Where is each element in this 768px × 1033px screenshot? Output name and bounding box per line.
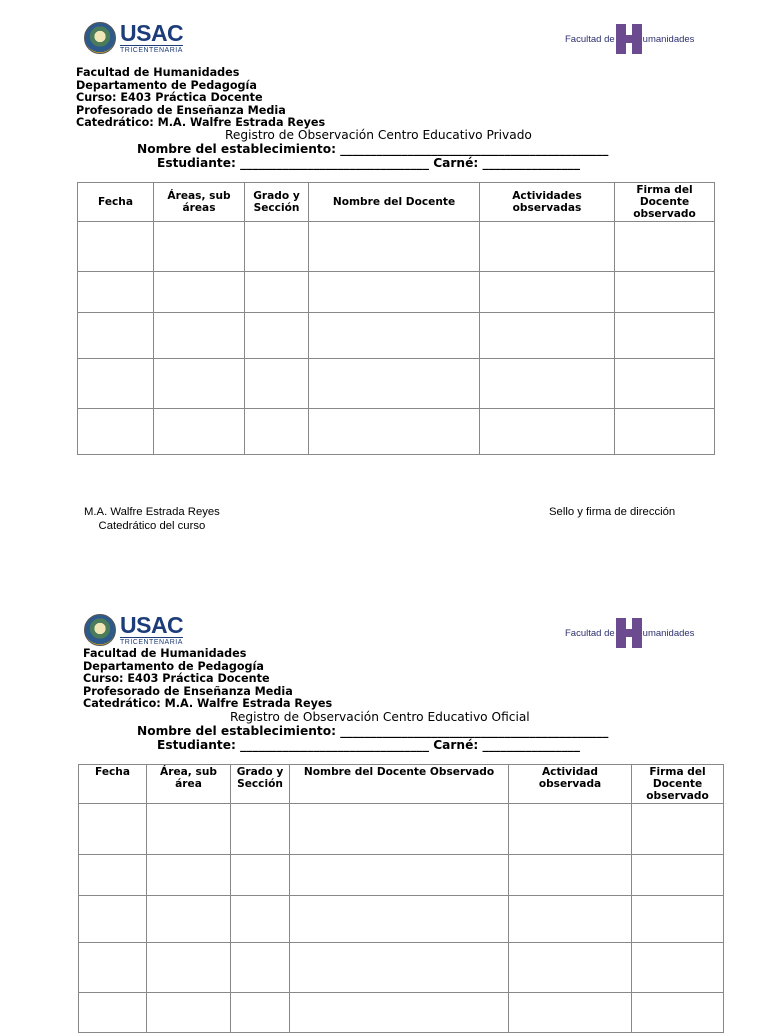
signature-role: Catedrático del curso [98,520,206,532]
table-cell[interactable] [79,855,147,896]
column-header: Grado y Sección [245,183,309,222]
column-header: Actividad observada [509,765,632,804]
form-title: Registro de Observación Centro Educativo Oficial [230,710,530,724]
humanidades-h-icon [616,24,642,54]
table-cell[interactable] [245,359,309,409]
table-cell[interactable] [154,359,245,409]
table-cell[interactable] [309,222,480,272]
header-info [76,67,325,130]
column-header: Fecha [79,765,147,804]
usac-logo [84,22,183,54]
table-cell[interactable] [290,855,509,896]
table-cell[interactable] [309,313,480,359]
table-cell[interactable] [79,943,147,993]
table-cell[interactable] [154,272,245,313]
table-cell[interactable] [79,804,147,855]
faculty-logo-suffix: umanidades [642,627,695,639]
program-name: Profesorado de Enseñanza Media [83,684,293,698]
table-cell[interactable] [245,272,309,313]
faculty-logo-prefix: Facultad de [565,627,615,639]
table-cell[interactable] [231,943,290,993]
table-cell[interactable] [615,359,715,409]
humanidades-logo [565,618,694,648]
column-header: Actividades observadas [480,183,615,222]
table-cell[interactable] [147,896,231,943]
usac-seal-icon [84,22,116,54]
form-title: Registro de Observación Centro Educativo Privado [225,128,532,142]
direction-signature: Sello y firma de dirección [549,506,676,518]
table-cell[interactable] [615,409,715,455]
column-header: Área, sub área [147,765,231,804]
table-row [78,272,715,313]
table-cell[interactable] [78,409,154,455]
department-name: Departamento de Pedagogía [83,659,264,673]
table-cell[interactable] [245,222,309,272]
table-row [79,855,724,896]
table-cell[interactable] [78,313,154,359]
program-name: Profesorado de Enseñanza Media [76,103,286,117]
table-cell[interactable] [231,855,290,896]
table-cell[interactable] [632,943,724,993]
observation-table [78,764,724,1033]
table-cell[interactable] [79,896,147,943]
table-row [78,409,715,455]
table-cell[interactable] [480,222,615,272]
humanidades-logo [565,24,694,54]
table-cell[interactable] [615,313,715,359]
table-cell[interactable] [231,993,290,1033]
table-cell[interactable] [231,804,290,855]
table-row [78,313,715,359]
table-cell[interactable] [78,272,154,313]
table-cell[interactable] [509,993,632,1033]
table-cell[interactable] [290,993,509,1033]
column-header: Grado y Sección [231,765,290,804]
table-row [79,943,724,993]
table-cell[interactable] [509,855,632,896]
table-cell[interactable] [480,272,615,313]
table-cell[interactable] [632,896,724,943]
table-header-row [78,183,715,222]
column-header: Nombre del Docente Observado [290,765,509,804]
table-cell[interactable] [290,896,509,943]
table-cell[interactable] [231,896,290,943]
table-cell[interactable] [309,359,480,409]
table-row [79,804,724,855]
table-cell[interactable] [632,804,724,855]
table-cell[interactable] [147,804,231,855]
student-line: Estudiante: _______________________________ Carné: ________________ [157,156,580,170]
faculty-logo-suffix: umanidades [642,33,695,45]
table-cell[interactable] [78,222,154,272]
usac-seal-icon [84,614,116,646]
table-cell[interactable] [78,359,154,409]
course-name: Curso: E403 Práctica Docente [76,91,263,104]
table-row [78,359,715,409]
faculty-logo-prefix: Facultad de [565,33,615,45]
table-cell[interactable] [147,993,231,1033]
table-cell[interactable] [79,993,147,1033]
table-cell[interactable] [309,272,480,313]
table-cell[interactable] [245,313,309,359]
table-cell[interactable] [154,222,245,272]
course-name: Curso: E403 Práctica Docente [83,672,270,685]
table-cell[interactable] [309,409,480,455]
signature-name: M.A. Walfre Estrada Reyes [84,506,220,518]
table-cell[interactable] [147,855,231,896]
table-header-row [79,765,724,804]
department-name: Departamento de Pedagogía [76,78,257,92]
usac-logo [84,614,183,646]
column-header: Firma del Docente observado [615,183,715,222]
table-cell[interactable] [480,359,615,409]
column-header: Nombre del Docente [309,183,480,222]
table-row [79,993,724,1033]
usac-logo-subtitle: TRICENTENARIA [120,47,183,54]
table-row [79,896,724,943]
table-cell[interactable] [154,313,245,359]
table-cell[interactable] [615,272,715,313]
table-cell[interactable] [632,993,724,1033]
table-cell[interactable] [154,409,245,455]
establishment-line: Nombre del establecimiento: ____________________________________________ [137,142,609,156]
table-cell[interactable] [509,896,632,943]
table-cell[interactable] [480,409,615,455]
usac-logo-word: USAC [120,20,184,46]
professor-signature [84,505,220,533]
table-cell[interactable] [480,313,615,359]
column-header: Firma del Docente observado [632,765,724,804]
column-header: Fecha [78,183,154,222]
usac-logo-subtitle: TRICENTENARIA [120,639,183,646]
usac-logo-word: USAC [120,612,184,638]
table-cell[interactable] [632,855,724,896]
faculty-name: Facultad de Humanidades [76,66,240,79]
column-header: Áreas, sub áreas [154,183,245,222]
observation-table [77,182,715,455]
faculty-name: Facultad de Humanidades [83,647,247,660]
humanidades-h-icon [616,618,642,648]
table-row [78,222,715,272]
table-cell[interactable] [147,943,231,993]
table-cell[interactable] [290,804,509,855]
header-info [83,648,332,711]
student-line: Estudiante: _______________________________ Carné: ________________ [157,738,580,752]
professor-name: Catedrático: M.A. Walfre Estrada Reyes [83,697,333,710]
table-cell[interactable] [509,943,632,993]
table-cell[interactable] [290,943,509,993]
table-cell[interactable] [509,804,632,855]
professor-name: Catedrático: M.A. Walfre Estrada Reyes [76,116,326,129]
table-cell[interactable] [245,409,309,455]
establishment-line: Nombre del establecimiento: ____________________________________________ [137,724,609,738]
table-cell[interactable] [615,222,715,272]
